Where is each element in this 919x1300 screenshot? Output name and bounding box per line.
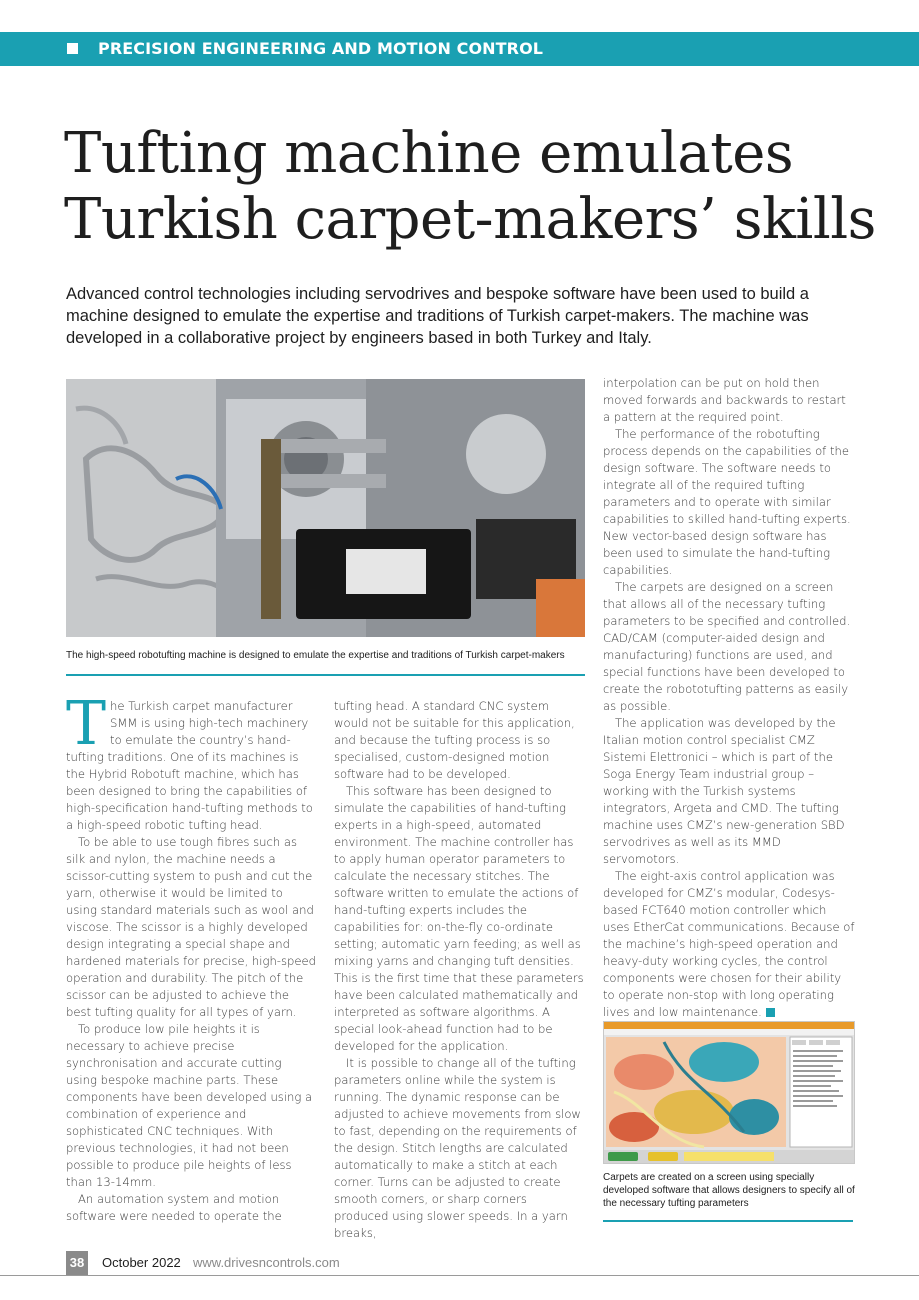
paragraph-text: he Turkish carpet manufacturer SMM is using high-tech machinery to emulate the country’s hand-tufting traditions. One of its machines is the Hybrid Robotuft machine, which has been designed to bring the capabilities of high-specification hand-tufting methods to a high-speed robotic tufting head. [66, 699, 313, 832]
paragraph: tufting head. A standard CNC system would not be suitable for this application, and because the tufting process is so specialised, custom-designed motion software had to be developed. [334, 699, 575, 781]
drop-cap: T [66, 689, 107, 759]
machine-photo [66, 379, 585, 637]
column-2 [334, 698, 584, 1242]
page-number: 38 [66, 1251, 88, 1275]
paragraph [603, 868, 855, 1021]
paragraph: interpolation can be put on hold then moved forwards and backwards to restart a pattern at the required point. [603, 376, 846, 424]
paragraph: To be able to use tough fibres such as silk and nylon, the machine needs a scissor-cutting system to push and cut the yarn, otherwise it would be limited to using standard materials such as wool and viscose. The scissor is a highly developed design integrating a special shape and hardened materials for precise, high-speed operation and durability. The pitch of the scissor can be adjusted to achieve the best tufting quality for all types of yarn. [66, 835, 317, 1019]
software-screenshot-illustration [604, 1022, 854, 1163]
paragraph: The carpets are designed on a screen that allows all of the necessary tufting parameters to be specified and controlled. CAD/CAM (computer-aided design and manufacturing) functions are used, and special functions have been developed to create the robototufting patterns as easily as possible. [603, 580, 851, 713]
square-icon [67, 43, 78, 54]
paragraph: An automation system and motion software were needed to operate the [66, 1192, 282, 1223]
standfirst: Advanced control technologies including servodrives and bespoke software have been used to build a machine designed to emulate the expertise and traditions of Turkish carpet-makers. The machine was developed in a collaborative project by engineers based in both Turkey and Italy. [66, 285, 809, 347]
footer-rule [0, 1275, 919, 1276]
website-url: www.drivesncontrols.com [193, 1255, 340, 1270]
square-icon [766, 1008, 775, 1017]
paragraph [66, 689, 316, 834]
screenshot-caption-rule [603, 1220, 853, 1222]
paragraph: The application was developed by the Italian motion control specialist CMZ Sistemi Elettronici – which is part of the Soga Energy Team industrial group – working with the Turkish systems integrators, Argeta and CMD. The tufting machine uses CMZ’s new-generation SBD servodrives as well as its MMD servomotors. [603, 716, 845, 866]
paragraph: It is possible to change all of the tufting parameters online while the system is running. The dynamic response can be adjusted to achieve movements from slow to fast, depending on the requirements of the design. Stitch lengths are calculated automatically to make a stitch at each corner. Turns can be adjusted to create smooth corners, or sharp corners produced using slower speeds. In a yarn breaks, [334, 1056, 581, 1240]
headline [64, 121, 914, 253]
paragraph: To produce low pile heights it is necessary to achieve precise synchronisation and accurate cutting using bespoke machine parts. These components have been developed using a combination of experience and sophisticated CNC techniques. With previous technologies, it had not been possible to produce pile heights of less than 13-14mm. [66, 1022, 313, 1189]
software-screenshot [603, 1021, 855, 1164]
paragraph: The performance of the robotufting process depends on the capabilities of the design software. The software needs to integrate all of the required tufting parameters and to operate with similar capabilities to skilled hand-tufting experts. New vector-based design software has been used to simulate the hand-tufting capabilities. [603, 427, 851, 577]
section-banner [0, 32, 919, 66]
column-3 [603, 375, 855, 1021]
issue-date: October 2022 [102, 1255, 181, 1270]
paragraph: This software has been designed to simulate the capabilities of hand-tufting experts in a high-speed, automated environment. The machine controller has to apply human operator parameters to calculate the necessary stitches. The software written to emulate the actions of hand-tufting experts includes the capabilities for: on-the-fly co-ordinate setting; automatic yarn feeding; as well as mixing yarns and changing tuft densities. This is the first time that these parameters have been calculated mathematically and interpreted as software algorithms. A special look-ahead function had to be developed for the application. [334, 784, 584, 1053]
caption-rule [66, 674, 585, 676]
machine-photo-illustration [66, 379, 585, 637]
column-1 [66, 689, 317, 1225]
headline-line-1: Tufting machine emulates [64, 121, 794, 186]
section-label: PRECISION ENGINEERING AND MOTION CONTROL [98, 39, 544, 58]
headline-line-2: Turkish carpet-makers’ skills [64, 187, 876, 252]
photo-caption: The high-speed robotufting machine is designed to emulate the expertise and traditions of Turkish carpet-makers [66, 650, 565, 661]
paragraph-text: The eight-axis control application was developed for CMZ’s modular, Codesys-based FCT640 motion controller which uses EtherCat communications. Because of the machine’s high-speed operation and heavy-duty working cycles, the control components were chosen for their ability to operate non-stop with long operating lives and low maintenance. [603, 869, 855, 1019]
screenshot-caption: Carpets are created on a screen using specially developed software that allows designers to specify all of the necessary tufting parameters [603, 1172, 855, 1209]
